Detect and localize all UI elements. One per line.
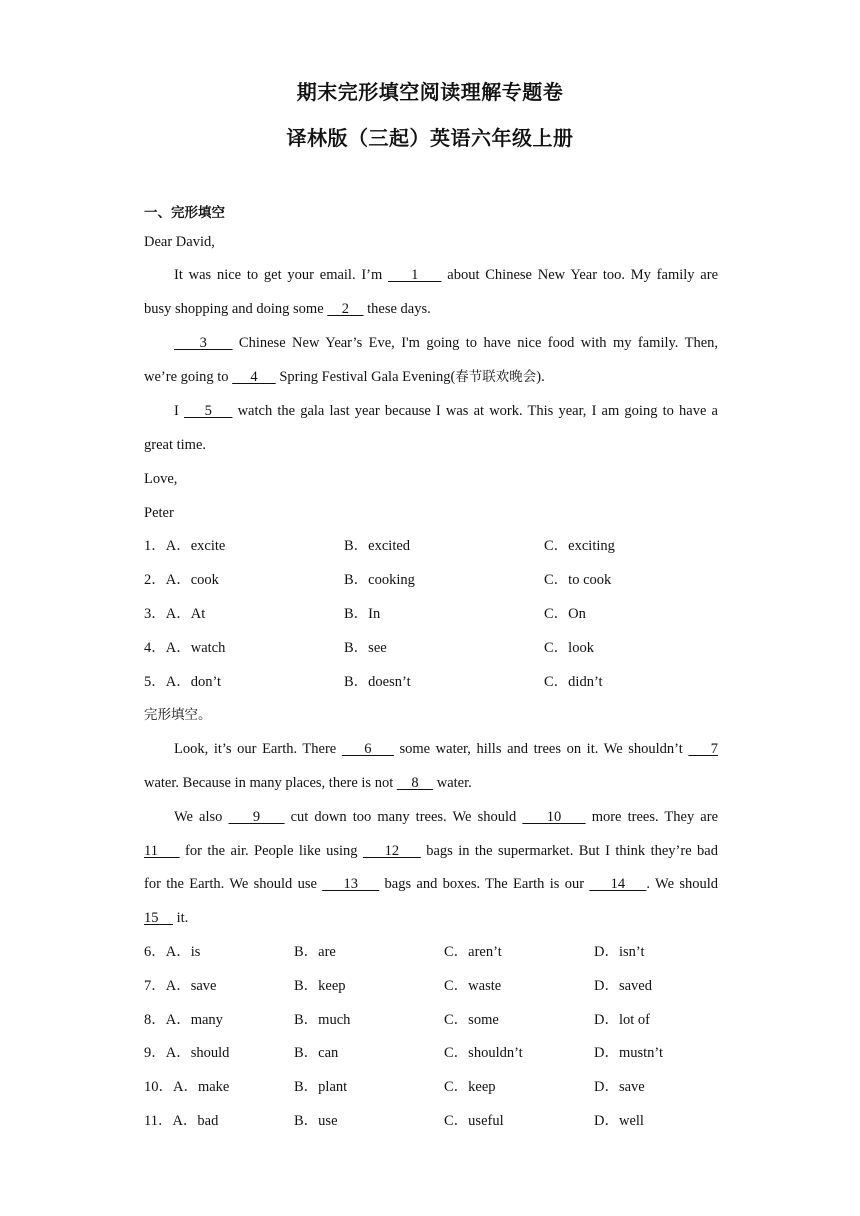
option-c[interactable]: C．didn’t [544,674,603,690]
option-c[interactable]: C．On [544,606,586,622]
option-c[interactable]: C．shouldn’t [444,1045,523,1061]
option-d[interactable]: D．save [594,1079,645,1095]
blank-15[interactable]: 15 [144,910,173,926]
blank-9[interactable]: 9 [228,809,285,825]
blank-6[interactable]: 6 [341,741,394,757]
option-b[interactable]: B．plant [294,1079,348,1095]
passage2-line: for the Earth. We should use 13 bags and boxes. The Earth is our 14 . We should [144,876,718,892]
option-a[interactable]: 1．A．excite [144,538,226,554]
section-heading-cloze-2: 完形填空。 [144,707,212,723]
passage1-line: great time. [144,437,207,453]
blank-7[interactable]: 7 [688,741,718,757]
blank-10[interactable]: 10 [522,809,586,825]
option-c[interactable]: C．to cook [544,572,612,588]
option-a[interactable]: 10．A．make [144,1079,230,1095]
page-title: 期末完形填空阅读理解专题卷 [296,80,564,104]
blank-14[interactable]: 14 [589,876,647,892]
passage2-line: water. Because in many places, there is not 8 water. [144,775,472,791]
blank-4[interactable]: 4 [232,369,276,385]
option-a[interactable]: 11．A．bad [144,1113,219,1129]
passage2-line: 15 it. [144,910,189,926]
option-d[interactable]: D．mustn’t [594,1045,664,1061]
blank-2[interactable]: 2 [327,301,364,317]
option-a[interactable]: 8．A．many [144,1012,223,1028]
option-c[interactable]: C．look [544,640,594,656]
option-b[interactable]: B．see [344,640,387,656]
passage1-line: we’re going to 4 Spring Festival Gala Evening(春节联欢晚会). [144,369,545,385]
option-a[interactable]: 2．A．cook [144,572,219,588]
passage2-line: 11 for the air. People like using 12 bags in the supermarket. But I think they’re bad [144,843,718,859]
blank-13[interactable]: 13 [322,876,380,892]
passage1-line: 3 Chinese New Year’s Eve, I'm going to have nice food with my family. Then, [174,335,718,351]
option-d[interactable]: D．isn’t [594,944,645,960]
option-b[interactable]: B．In [344,606,381,622]
option-c[interactable]: C．aren’t [444,944,502,960]
letter-closing: Love, [144,471,178,487]
option-c[interactable]: C．keep [444,1079,496,1095]
letter-signature: Peter [144,505,174,521]
option-d[interactable]: D．saved [594,978,652,994]
option-d[interactable]: D．well [594,1113,644,1129]
passage1-line: busy shopping and doing some 2 these days. [144,301,431,317]
option-b[interactable]: B．doesn’t [344,674,411,690]
option-a[interactable]: 9．A．should [144,1045,230,1061]
blank-5[interactable]: 5 [183,403,233,419]
blank-8[interactable]: 8 [396,775,434,791]
option-b[interactable]: B．cooking [344,572,415,588]
option-b[interactable]: B．excited [344,538,411,554]
option-b[interactable]: B．use [294,1113,338,1129]
passage1-line: It was nice to get your email. I’m 1 about Chinese New Year too. My family are [174,267,719,283]
option-d[interactable]: D．lot of [594,1012,650,1028]
option-c[interactable]: C．some [444,1012,499,1028]
option-b[interactable]: B．can [294,1045,339,1061]
option-a[interactable]: 6．A．is [144,944,201,960]
section-heading-cloze: 一、完形填空 [144,205,225,221]
passage1-line: I 5 watch the gala last year because I was at work. This year, I am going to have a [174,403,718,419]
option-c[interactable]: C．exciting [544,538,615,554]
blank-1[interactable]: 1 [388,267,442,283]
blank-11[interactable]: 11 [144,843,180,859]
option-a[interactable]: 5．A．don’t [144,674,222,690]
option-a[interactable]: 3．A．At [144,606,206,622]
page-subtitle: 译林版（三起）英语六年级上册 [286,126,574,150]
passage2-line: Look, it’s our Earth. There 6 some water, hills and trees on it. We shouldn’t 7 [174,741,718,757]
option-a[interactable]: 4．A．watch [144,640,226,656]
option-b[interactable]: B．are [294,944,336,960]
letter-salutation: Dear David, [144,234,215,250]
blank-12[interactable]: 12 [362,843,421,859]
option-b[interactable]: B．keep [294,978,346,994]
blank-3[interactable]: 3 [174,335,233,351]
passage2-line: We also 9 cut down too many trees. We should 10 more trees. They are [174,809,719,825]
option-b[interactable]: B．much [294,1012,351,1028]
option-a[interactable]: 7．A．save [144,978,217,994]
option-c[interactable]: C．useful [444,1113,504,1129]
option-c[interactable]: C．waste [444,978,502,994]
